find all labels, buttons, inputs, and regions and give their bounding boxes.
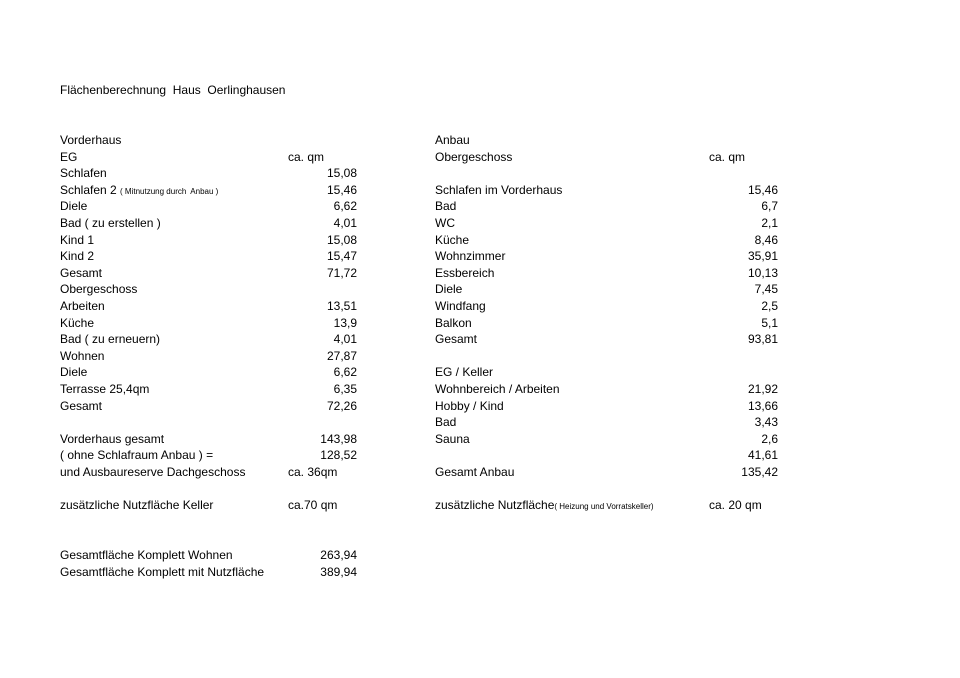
vorderhaus-row-value: 15,08 (326, 166, 357, 181)
anbau-table-row (0, 149, 960, 166)
vorderhaus-row-value: 72,26 (326, 398, 357, 413)
anbau-table-row (0, 248, 960, 265)
anbau-row-label: Balkon (435, 315, 472, 330)
anbau-row-label: Gesamt Anbau (435, 465, 515, 479)
anbau-row-label: Diele (435, 282, 463, 297)
anbau-table-row (0, 331, 960, 348)
anbau-table-row (0, 315, 960, 332)
anbau-table-row (0, 265, 960, 282)
anbau-table-row (0, 398, 960, 415)
vorderhaus-row-unit: ca.70 qm (288, 498, 338, 513)
anbau-table-row (0, 414, 960, 431)
anbau-row-label: Gesamt (435, 332, 478, 347)
vorderhaus-row-label: Obergeschoss (60, 282, 138, 297)
vorderhaus-row-label: Diele (60, 365, 88, 380)
vorderhaus-row-label: EG (60, 149, 78, 164)
vorderhaus-row-label: Schlafen 2 ( Mitnutzung durch Anbau ) (60, 182, 219, 197)
vorderhaus-row-label: Gesamt (60, 398, 103, 413)
anbau-row-value: 2,5 (761, 299, 778, 313)
vorderhaus-row-value: 4,01 (333, 216, 357, 230)
anbau-row-label: EG / Keller (435, 365, 494, 380)
anbau-row-value: 41,61 (747, 448, 778, 463)
anbau-row-value: 3,43 (754, 415, 778, 430)
vorderhaus-row-label: Gesamtfläche Komplett Wohnen (60, 548, 233, 562)
anbau-row-label: Sauna (435, 431, 470, 446)
anbau-table-row (0, 431, 960, 448)
anbau-row-unit: ca. qm (709, 149, 746, 164)
vorderhaus-row-label: zusätzliche Nutzfläche Keller (60, 498, 214, 513)
anbau-row-label: Bad (435, 199, 457, 214)
vorderhaus-row-label: Kind 2 (60, 249, 95, 264)
vorderhaus-row-label: ( ohne Schlafraum Anbau ) = (60, 448, 214, 463)
anbau-table-row (0, 281, 960, 298)
vorderhaus-row-label: Gesamt (60, 265, 103, 280)
vorderhaus-row-value: 15,46 (326, 182, 357, 197)
anbau-row-value: 2,1 (761, 216, 778, 230)
vorderhaus-row-value: 4,01 (333, 332, 357, 347)
anbau-row-label: Küche (435, 232, 470, 247)
vorderhaus-row-unit: ca. qm (288, 149, 325, 164)
vorderhaus-row-label: Vorderhaus gesamt (60, 431, 165, 446)
vorderhaus-row-value: 128,52 (320, 448, 357, 463)
anbau-row-label: Wohnbereich / Arbeiten (435, 382, 560, 396)
anbau-row-note: ( Heizung und Vorratskeller) (554, 502, 654, 512)
anbau-table-row (0, 165, 960, 182)
anbau-table-row (0, 481, 960, 498)
anbau-row-label: Bad (435, 415, 457, 430)
anbau-row-value: 35,91 (747, 249, 778, 264)
anbau-row-value: 93,81 (747, 332, 778, 347)
anbau-table-row (0, 215, 960, 232)
anbau-row-label: WC (435, 216, 455, 230)
vorderhaus-row-value: 13,9 (333, 315, 357, 330)
page-title: Flächenberechnung Haus Oerlinghausen (60, 83, 286, 97)
vorderhaus-row-label: Bad ( zu erneuern) (60, 332, 161, 347)
anbau-table-row (0, 381, 960, 398)
anbau-table-row (0, 464, 960, 481)
anbau-row-label: Obergeschoss (435, 149, 513, 164)
vorderhaus-row-label: Arbeiten (60, 299, 105, 313)
anbau-table-row (0, 348, 960, 365)
anbau-row-value: 135,42 (741, 465, 778, 479)
anbau-table-row (0, 182, 960, 199)
vorderhaus-row-label: Küche (60, 315, 95, 330)
anbau-table-row (0, 298, 960, 315)
anbau-table-row (0, 198, 960, 215)
anbau-row-unit: ca. 20 qm (709, 498, 762, 513)
anbau-row-label: Wohnzimmer (435, 249, 506, 264)
anbau-row-value: 10,13 (747, 265, 778, 280)
vorderhaus-row-unit: ca. 36qm (288, 465, 338, 479)
vorderhaus-row-value: 15,47 (326, 249, 357, 264)
anbau-row-value: 21,92 (747, 382, 778, 396)
vorderhaus-table-row (0, 547, 960, 564)
anbau-row-label: Schlafen im Vorderhaus (435, 182, 563, 197)
vorderhaus-row-value: 389,94 (320, 564, 357, 579)
vorderhaus-row-label: und Ausbaureserve Dachgeschoss (60, 465, 246, 479)
anbau-row-value: 6,7 (761, 199, 778, 214)
anbau-table-row (0, 364, 960, 381)
vorderhaus-table-row (0, 514, 960, 531)
vorderhaus-row-label: Terrasse 25,4qm (60, 382, 150, 396)
vorderhaus-row-value: 263,94 (320, 548, 357, 562)
vorderhaus-row-label: Schlafen (60, 166, 107, 181)
anbau-row-label: Hobby / Kind (435, 398, 504, 413)
vorderhaus-row-label: Diele (60, 199, 88, 214)
anbau-table-row (0, 232, 960, 249)
vorderhaus-row-note: ( Mitnutzung durch Anbau ) (120, 186, 219, 196)
anbau-row-value: 15,46 (747, 182, 778, 197)
anbau-heading: Anbau (435, 133, 470, 147)
vorderhaus-row-value: 71,72 (326, 265, 357, 280)
vorderhaus-heading: Vorderhaus (60, 133, 122, 147)
vorderhaus-row-label: Wohnen (60, 348, 105, 363)
vorderhaus-row-value: 6,35 (333, 382, 357, 396)
vorderhaus-row-label: Kind 1 (60, 232, 95, 247)
vorderhaus-row-label: Gesamtfläche Komplett mit Nutzfläche (60, 564, 265, 579)
anbau-row-value: 2,6 (761, 431, 778, 446)
anbau-row-value: 13,66 (747, 398, 778, 413)
vorderhaus-row-value: 143,98 (320, 431, 357, 446)
vorderhaus-row-value: 6,62 (333, 199, 357, 214)
anbau-row-value: 5,1 (761, 315, 778, 330)
anbau-row-value: 7,45 (754, 282, 778, 297)
anbau-heading-row (0, 132, 960, 149)
vorderhaus-row-value: 27,87 (326, 348, 357, 363)
anbau-table-row (0, 497, 960, 514)
anbau-row-label: zusätzliche Nutzfläche( Heizung und Vorratskeller) (435, 498, 654, 513)
vorderhaus-row-value: 13,51 (326, 299, 357, 313)
anbau-row-label: Essbereich (435, 265, 495, 280)
anbau-row-label: Windfang (435, 299, 486, 313)
anbau-table-row (0, 447, 960, 464)
vorderhaus-table-row (0, 564, 960, 581)
anbau-row-value: 8,46 (754, 232, 778, 247)
vorderhaus-row-value: 15,08 (326, 232, 357, 247)
vorderhaus-row-value: 6,62 (333, 365, 357, 380)
vorderhaus-table-row (0, 530, 960, 547)
vorderhaus-row-label: Bad ( zu erstellen ) (60, 216, 161, 230)
